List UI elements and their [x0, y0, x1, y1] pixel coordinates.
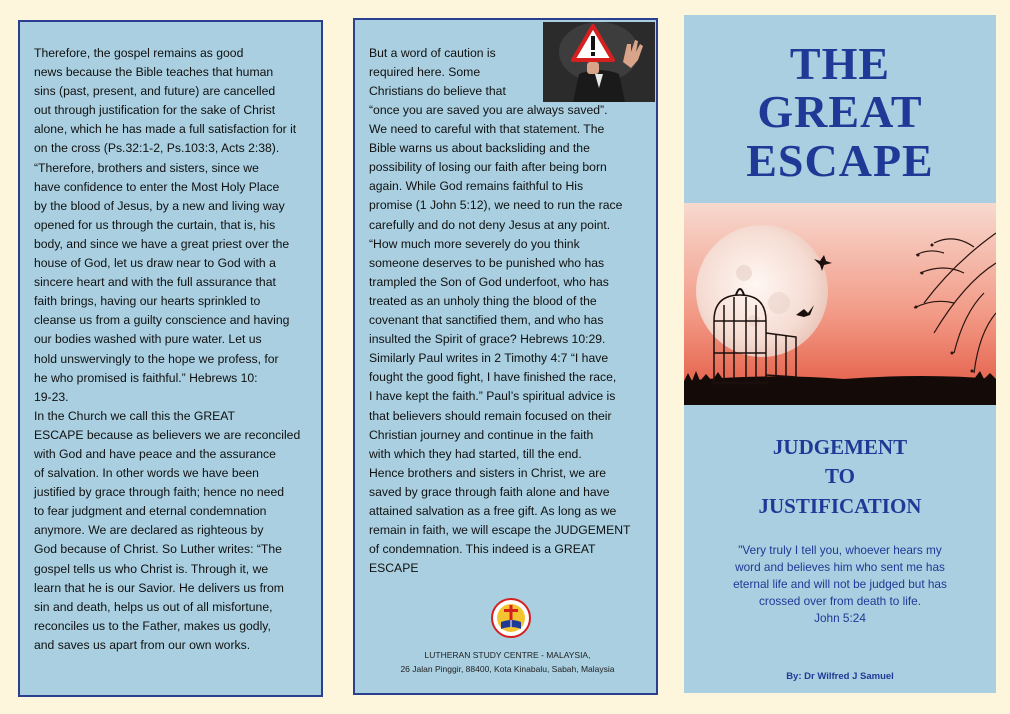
cover-verse: "Very truly I tell you, whoever hears my word and believes him who sent me has eternal life and will not be judged but has crossed over from death to life.: [733, 543, 947, 608]
cover-title-line-2: GREAT: [757, 86, 923, 137]
footer-organisation: LUTHERAN STUDY CENTRE - MALAYSIA,: [424, 650, 591, 660]
warning-sign-image: [543, 22, 655, 102]
cover-verse-reference: John 5:24: [814, 611, 866, 625]
left-panel: [18, 20, 323, 697]
cover-subtitle-line-2: TO: [825, 464, 855, 488]
cover-subtitle-line-3: JUSTIFICATION: [758, 494, 922, 518]
footer-address: 26 Jalan Pinggir, 88400, Kota Kinabalu, Sabah, Malaysia: [400, 664, 615, 674]
cover-title-line-3: ESCAPE: [746, 135, 934, 186]
middle-panel-text: “once you are saved you are always saved”. We need to careful with that statement. The Bible warns us about backsliding and the possibility of losing our faith after being born again. While God remains faithful to His promise (1 John 5:12), we need to run the race carefully and do not deny Jesus at any point. “How much more severely do you think someone deserves to be punished who has trampled the Son of God underfoot, who has treated as an unholy thing the blood of the covenant that sanctified them, and who has insulted the Spirit of grace? Hebrews 10:29. Similarly Paul writes in 2 Timothy 4:7 “I have fought the good fight, I have finished the race, I have kept the faith.” Paul’s spiritual advice is that believers should remain focused on their Christian journey and continue in the faith with which they had started, till the end. Hence brothers and sisters in Christ, we are saved by grace through faith alone and have attained salvation as a free gift. As long as we remain in faith, we will escape the JUDGEMENT of condemnation. This indeed is a GREAT ESCAPE: [369, 103, 631, 576]
cover-subtitle-line-1: JUDGEMENT: [772, 435, 908, 459]
warning-sign-photo: [543, 22, 655, 102]
middle-panel: [353, 18, 658, 695]
left-panel-text: Therefore, the gospel remains as good news because the Bible teaches that human sins (past, present, and future) are cancelled out through justification for the sake of Christ alone, which he has made a full satisfaction for it on the cross (Ps.32:1-2, Ps.103:3, Acts 2:38). “Therefore, brothers and sisters, since we have confidence to enter the Most Holy Place by the blood of Jesus, by a new and living way opened for us through the curtain, that is, his body, and since we have a great priest over the house of God, let us draw near to God with a sincere heart and with the full assurance that faith brings, having our hearts sprinkled to cleanse us from a guilty conscience and having our bodies washed with pure water. Let us hold unswervingly to the hope we profess, for he who promised is faithful.” Hebrews 10: 19-23. In the Church we call this the GREAT ESCAPE because as believers we are reconciled with God and have peace and the assurance of salvation. In other words we have been justified by grace through faith; hence no need to fear judgment and eternal condemnation anymore. We are declared as righteous by God because of Christ. So Luther writes: “The gospel tells us who Christ is. Through it, we learn that he is our Savior. He delivers us from sin and death, helps us out of all misfortune, reconciles us to the Father, makes us godly, and saves us apart from our own works.: [34, 46, 301, 652]
cover-title-line-1: THE: [789, 38, 891, 89]
lutheran-study-centre-logo: [491, 598, 531, 638]
cover-panel: [684, 15, 996, 693]
middle-panel-intro-text: But a word of caution is required here. Some Christians do believe that: [369, 46, 506, 99]
logo-icon: [491, 598, 531, 638]
moon-birdcage-image: [684, 203, 996, 405]
cover-author: By: Dr Wilfred J Samuel: [786, 671, 894, 682]
cover-illustration: [684, 203, 996, 405]
